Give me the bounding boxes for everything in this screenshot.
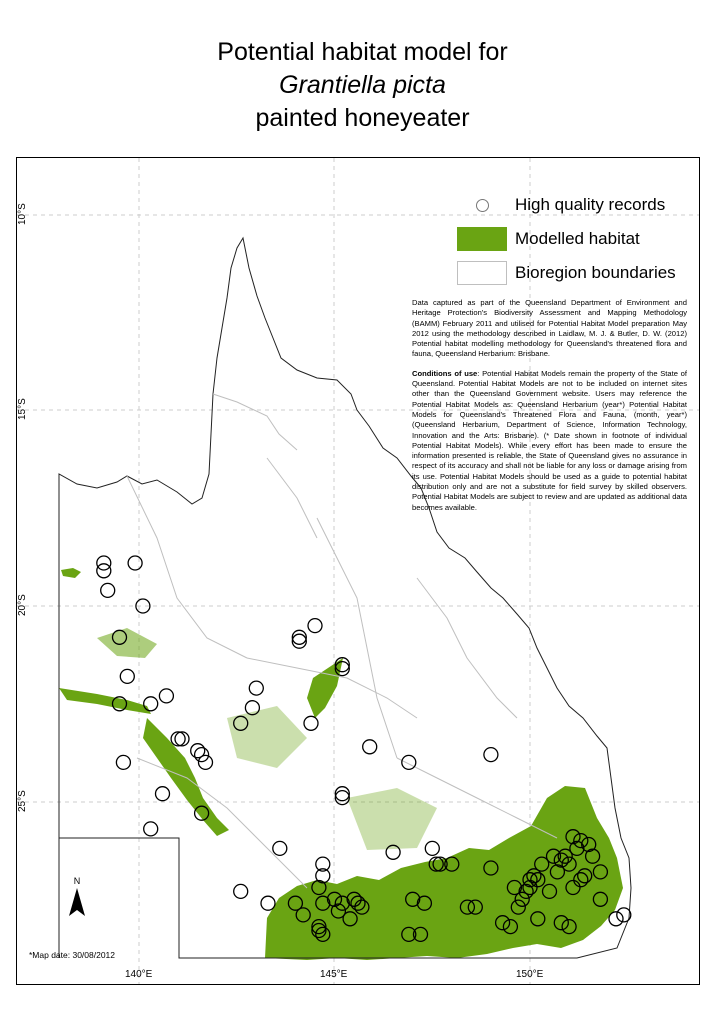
map-notes xyxy=(412,298,687,522)
north-arrow-icon xyxy=(67,886,87,918)
notes-conditions xyxy=(412,369,687,513)
record-marker xyxy=(156,787,170,801)
record-marker xyxy=(308,619,322,633)
record-marker xyxy=(97,564,111,578)
record-marker xyxy=(363,740,377,754)
record-marker xyxy=(195,748,209,762)
boundary-swatch-icon xyxy=(457,261,507,285)
record-marker xyxy=(101,583,115,597)
record-marker xyxy=(234,884,248,898)
record-marker xyxy=(609,912,623,926)
boundary-coast xyxy=(417,578,517,718)
legend xyxy=(457,188,676,290)
lat-label-20: 20°S xyxy=(17,594,28,616)
notes-conditions-heading: Conditions of use xyxy=(412,368,478,378)
record-marker xyxy=(425,841,439,855)
lon-label-145: 145°E xyxy=(320,969,348,980)
record-marker xyxy=(335,787,349,801)
record-marker xyxy=(171,732,185,746)
map-title: Potential habitat model for xyxy=(217,38,508,66)
record-marker xyxy=(484,748,498,762)
lon-label-150: 150°E xyxy=(516,969,544,980)
boundary-north xyxy=(267,458,317,538)
notes-data-source: Data captured as part of the Queensland Department of Environment and Heritage Protection's Biodiversity Assessment and Mapping Methodology (BAMM) February 2011 and utilised for Potential Habitat Model preparation May 2012 using the methodology described in Laidlaw, M. J. & Butler, D. W. (2012) Potential habitat modelling methodology for Queensland's threatened flora and fauna, Queensland Herbarium: Brisbane. xyxy=(412,298,687,359)
record-marker xyxy=(292,634,306,648)
notes-conditions-text: : Potential Habitat Models remain the property of the State of Queensland. Potential Habitat Models are not to be included on internet sites other than the Queensland Government website. Users may reference the Potential Habitat Models as: Queensland Herbarium (year*) Potential Habitat Models for Queensland's Threatened Flora and Fauna, (month, year*) (Queensland Herbarium, Department of Science, Information Technology, Innovation and the Arts: Brisbane). (* Date shown in footnote of individual Potential Habitat Models). While every effort has been made to ensure the information presented is reliable, the State of Queensland gives no assurance in respect of its accuracy and shall not be liable for any loss or damage arising from its use. Potential Habitat Models should be used as a guide to potential habitat distribution only and are not a substitute for field survey by skilled observers. Potential Habitat Models are subject to review and are updated as additional data becomes available. xyxy=(412,368,687,512)
record-marker xyxy=(144,822,158,836)
map-frame xyxy=(16,157,700,985)
map-date: *Map date: 30/08/2012 xyxy=(29,950,116,960)
record-marker xyxy=(199,755,213,769)
lat-label-15: 15°S xyxy=(17,398,28,420)
record-marker xyxy=(144,697,158,711)
record-marker xyxy=(159,689,173,703)
record-marker xyxy=(261,896,275,910)
habitat-central-patch xyxy=(307,658,343,718)
habitat-gulf-fringe xyxy=(97,628,157,658)
north-label: N xyxy=(73,876,81,886)
record-marker xyxy=(120,669,134,683)
record-marker xyxy=(97,556,111,570)
record-marker xyxy=(292,630,306,644)
species-scientific-name: Grantiella picta xyxy=(279,71,446,99)
lon-label-140: 140°E xyxy=(125,969,153,980)
record-marker xyxy=(128,556,142,570)
habitat-far-west xyxy=(59,688,151,714)
legend-item-records xyxy=(457,188,676,222)
lat-label-10: 10°S xyxy=(17,203,28,225)
record-marker xyxy=(273,841,287,855)
boundary-cape-york xyxy=(213,394,297,450)
record-marker xyxy=(304,716,318,730)
boundary-central xyxy=(317,518,397,758)
legend-label-boundaries: Bioregion boundaries xyxy=(515,263,676,282)
lat-label-25: 25°S xyxy=(17,790,28,812)
habitat-mid-west xyxy=(143,718,229,836)
habitat-swatch-icon xyxy=(457,227,507,251)
record-marker xyxy=(617,908,631,922)
record-circle-icon xyxy=(457,193,507,217)
title-block xyxy=(0,36,725,135)
record-marker xyxy=(116,755,130,769)
record-marker xyxy=(402,755,416,769)
north-arrow xyxy=(67,876,87,923)
record-marker xyxy=(335,791,349,805)
legend-item-boundaries xyxy=(457,256,676,290)
record-marker xyxy=(249,681,263,695)
boundary-gulf xyxy=(127,476,247,658)
species-common-name: painted honeyeater xyxy=(255,104,470,132)
legend-label-habitat: Modelled habitat xyxy=(515,229,640,248)
habitat-south-central xyxy=(347,788,437,850)
habitat-north-west xyxy=(61,568,81,578)
record-marker xyxy=(175,732,189,746)
legend-label-records: High quality records xyxy=(515,195,666,214)
legend-item-habitat xyxy=(457,222,676,256)
habitat-inland-scatter xyxy=(227,706,307,768)
